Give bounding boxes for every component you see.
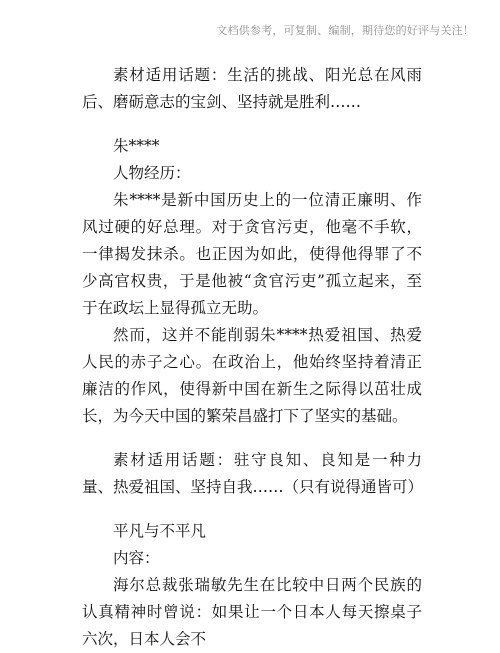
header-note: 文档供参考，可复制、编制，期待您的好评与关注！ bbox=[216, 24, 474, 37]
section-label: 人物经历： bbox=[113, 164, 191, 182]
document-body bbox=[82, 62, 422, 653]
section-gap bbox=[82, 501, 422, 518]
body-paragraph: 朱****是新中国历史上的一位清正廉明、作风过硬的好总理。对于贪官污吏，他毫不手软，一律揭发抹杀。也正因为如此，使得他得罪了不少高官权贵，于是他被“贪官污吏”孤立起来，至于在政坛上显得孤立无助。 bbox=[82, 191, 422, 317]
topic-paragraph: 素材适用话题：驻守良知、良知是一种力量、热爱祖国、坚持自我……（只有说得通皆可） bbox=[82, 451, 424, 496]
header-divider bbox=[0, 42, 500, 43]
body-paragraph: 海尔总裁张瑞敏先生在比较中日两个民族的认真精神时曾说：如果让一个日本人每天擦桌子六次，日本人会不 bbox=[82, 576, 422, 648]
section-label: 内容： bbox=[113, 549, 160, 567]
section-gap bbox=[82, 430, 422, 447]
topic-paragraph: 素材适用话题：生活的挑战、阳光总在风雨后、磨砺意志的宝剑、坚持就是胜利…… bbox=[82, 66, 422, 111]
section-heading: 平凡与不平凡 bbox=[113, 522, 207, 540]
section-gap bbox=[82, 116, 422, 133]
section-heading: 朱**** bbox=[113, 137, 160, 155]
body-paragraph: 然而，这并不能削弱朱****热爱祖国、热爱人民的赤子之心。在政治上，他始终坚持着清正廉洁的作风，使得新中国在新生之际得以茁壮成长，为今天中国的繁荣昌盛打下了坚实的基础。 bbox=[82, 326, 422, 425]
